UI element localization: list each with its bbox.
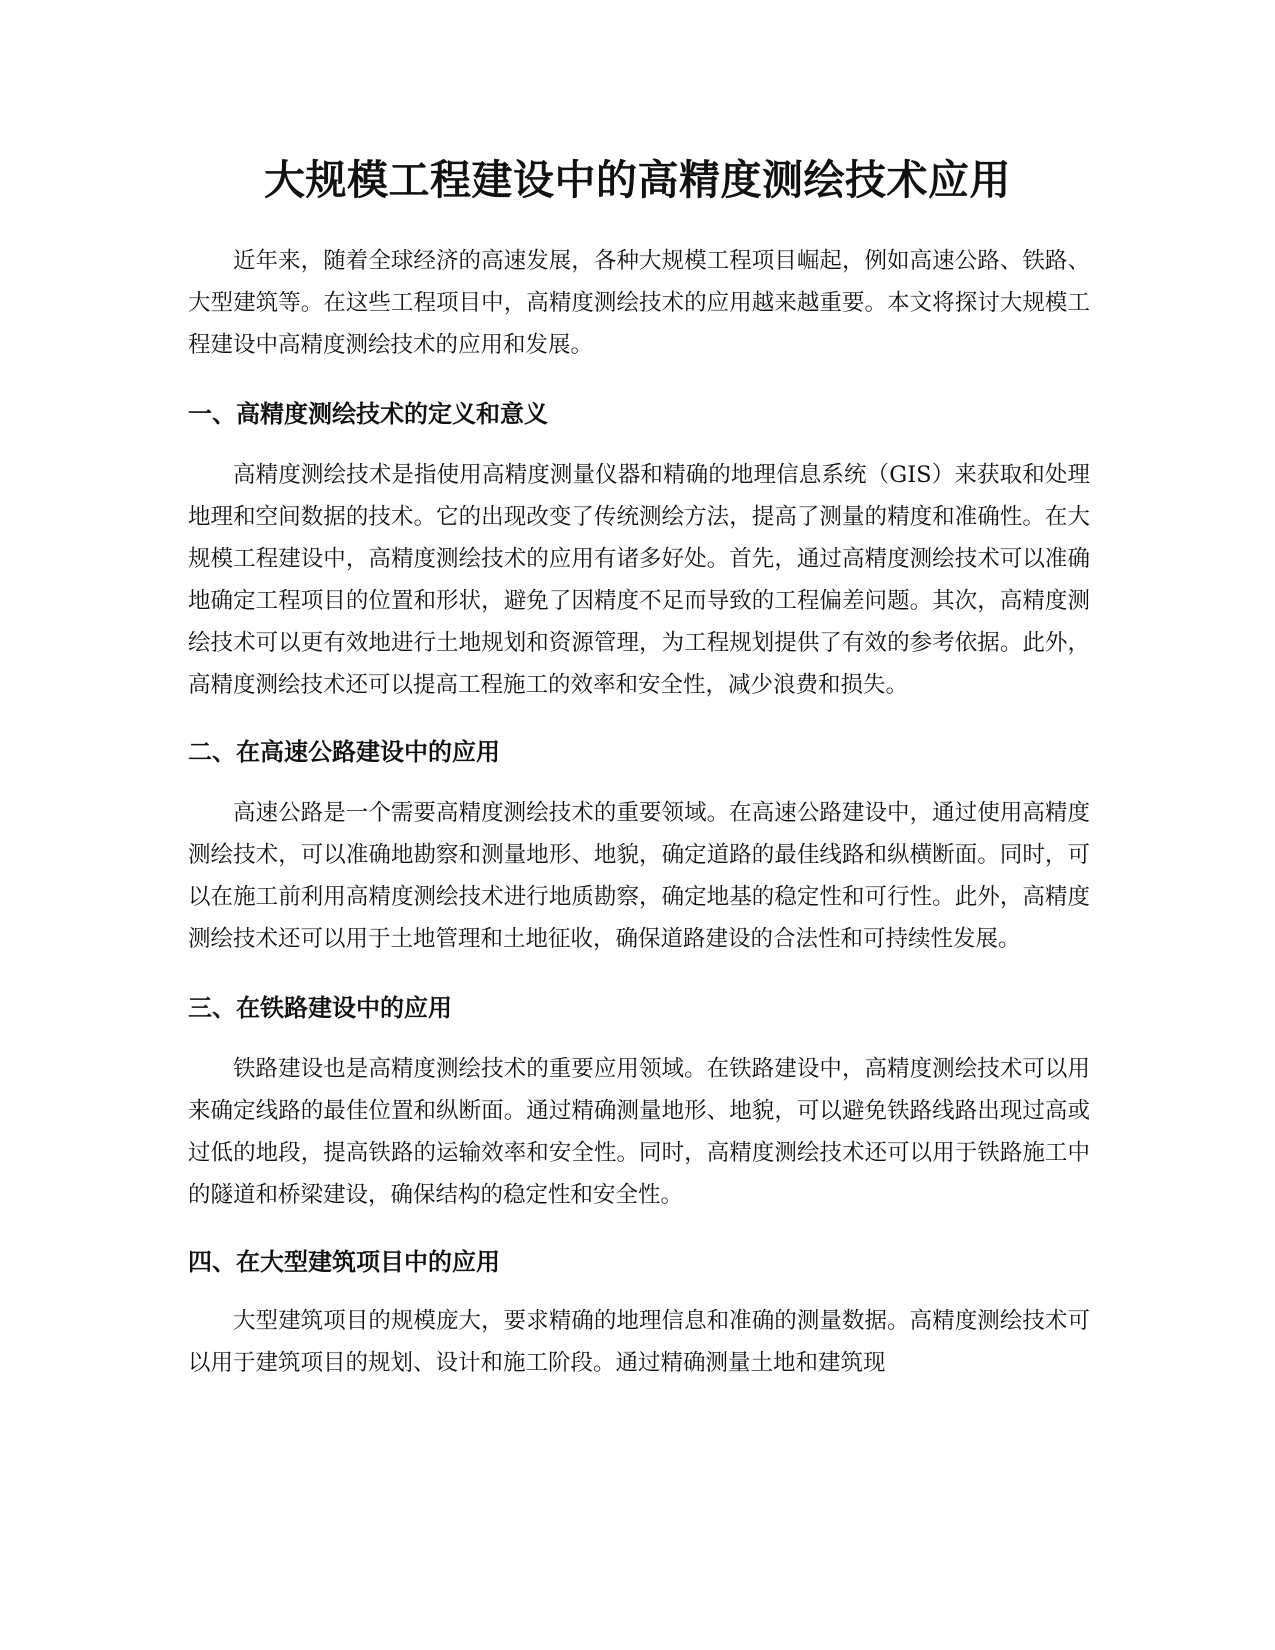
section-4-paragraph: 大型建筑项目的规模庞大，要求精确的地理信息和准确的测量数据。高精度测绘技术可以用于建筑项目的规划、设计和施工阶段。通过精确测量土地和建筑现 bbox=[188, 1308, 1090, 1376]
section-2-paragraph: 高速公路是一个需要高精度测绘技术的重要领域。在高速公路建设中，通过使用高精度测绘技术，可以准确地勘察和测量地形、地貌，确定道路的最佳线路和纵横断面。同时，可以在施工前利用高精度测绘技术进行地质勘察，确定地基的稳定性和可行性。此外，高精度测绘技术还可以用于土地管理和土地征收，确保道路建设的合法性和可持续性发展。 bbox=[188, 800, 1090, 952]
section-3-heading: 三、在铁路建设中的应用 bbox=[188, 994, 452, 1022]
intro-paragraph: 近年来，随着全球经济的高速发展，各种大规模工程项目崛起，例如高速公路、铁路、大型建筑等。在这些工程项目中，高精度测绘技术的应用越来越重要。本文将探讨大规模工程建设中高精度测绘技术的应用和发展。 bbox=[188, 248, 1090, 358]
document-body bbox=[188, 240, 1090, 1384]
section-4-heading: 四、在大型建筑项目中的应用 bbox=[188, 1248, 500, 1276]
document-title: 大规模工程建设中的高精度测绘技术应用 bbox=[264, 156, 1011, 204]
section-2-heading: 二、在高速公路建设中的应用 bbox=[188, 738, 500, 766]
section-3-paragraph: 铁路建设也是高精度测绘技术的重要应用领域。在铁路建设中，高精度测绘技术可以用来确定线路的最佳位置和纵断面。通过精确测量地形、地貌，可以避免铁路线路出现过高或过低的地段，提高铁路的运输效率和安全性。同时，高精度测绘技术还可以用于铁路施工中的隧道和桥梁建设，确保结构的稳定性和安全性。 bbox=[188, 1056, 1090, 1208]
section-1-paragraph: 高精度测绘技术是指使用高精度测量仪器和精确的地理信息系统（GIS）来获取和处理地理和空间数据的技术。它的出现改变了传统测绘方法，提高了测量的精度和准确性。在大规模工程建设中，高精度测绘技术的应用有诸多好处。首先，通过高精度测绘技术可以准确地确定工程项目的位置和形状，避免了因精度不足而导致的工程偏差问题。其次，高精度测绘技术可以更有效地进行土地规划和资源管理，为工程规划提供了有效的参考依据。此外，高精度测绘技术还可以提高工程施工的效率和安全性，减少浪费和损失。 bbox=[188, 462, 1090, 698]
section-1-heading: 一、高精度测绘技术的定义和意义 bbox=[188, 400, 548, 428]
